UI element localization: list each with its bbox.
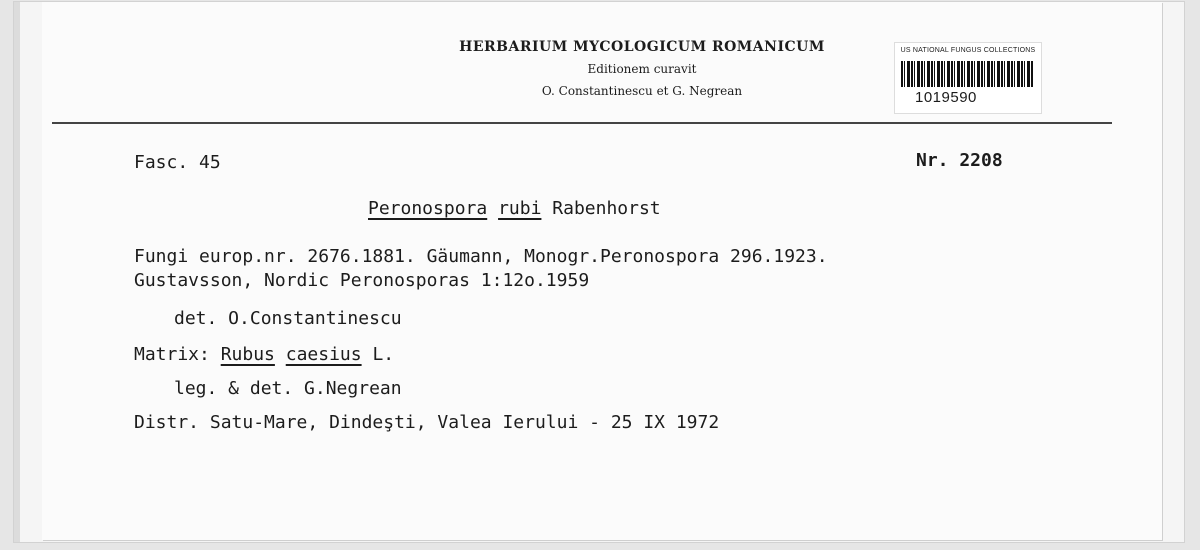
matrix-species: caesius — [285, 344, 362, 365]
matrix-label: Matrix: — [134, 344, 210, 365]
herbarium-title: HERBARIUM MYCOLOGICUM ROMANICUM — [459, 39, 825, 55]
header-divider — [52, 122, 1112, 124]
barcode-number: 1019590 — [915, 89, 977, 106]
determiner: det. O.Constantinescu — [174, 308, 402, 329]
taxon-genus: Peronospora — [368, 198, 488, 219]
barcode-icon — [901, 61, 1033, 87]
barcode-sticker — [894, 42, 1042, 114]
editor-caption: Editionem curavit — [587, 62, 697, 76]
taxon-name — [368, 198, 661, 219]
specimen-label — [42, 2, 1162, 540]
taxon-author: Rabenhorst — [552, 198, 661, 219]
matrix-genus: Rubus — [220, 344, 275, 365]
fascicle: Fasc. 45 — [134, 152, 221, 173]
reference-line-2: Gustavsson, Nordic Peronosporas 1:12o.1959 — [134, 270, 590, 291]
taxon-species: rubi — [498, 198, 542, 219]
reference-line-1: Fungi europ.nr. 2676.1881. Gäumann, Monogr.Peronospora 296.1923. — [134, 246, 828, 267]
collector: leg. & det. G.Negrean — [174, 378, 402, 399]
specimen-number: Nr. 2208 — [916, 150, 1003, 171]
label-header — [382, 36, 902, 102]
matrix-author: L. — [372, 344, 395, 365]
barcode-collection: US NATIONAL FUNGUS COLLECTIONS — [900, 47, 1036, 54]
locality: Distr. Satu-Mare, Dindeşti, Valea Ierului - 25 IX 1972 — [134, 412, 720, 433]
card-edge — [14, 2, 20, 542]
editors: O. Constantinescu et G. Negrean — [541, 84, 743, 98]
matrix-line — [134, 344, 394, 365]
